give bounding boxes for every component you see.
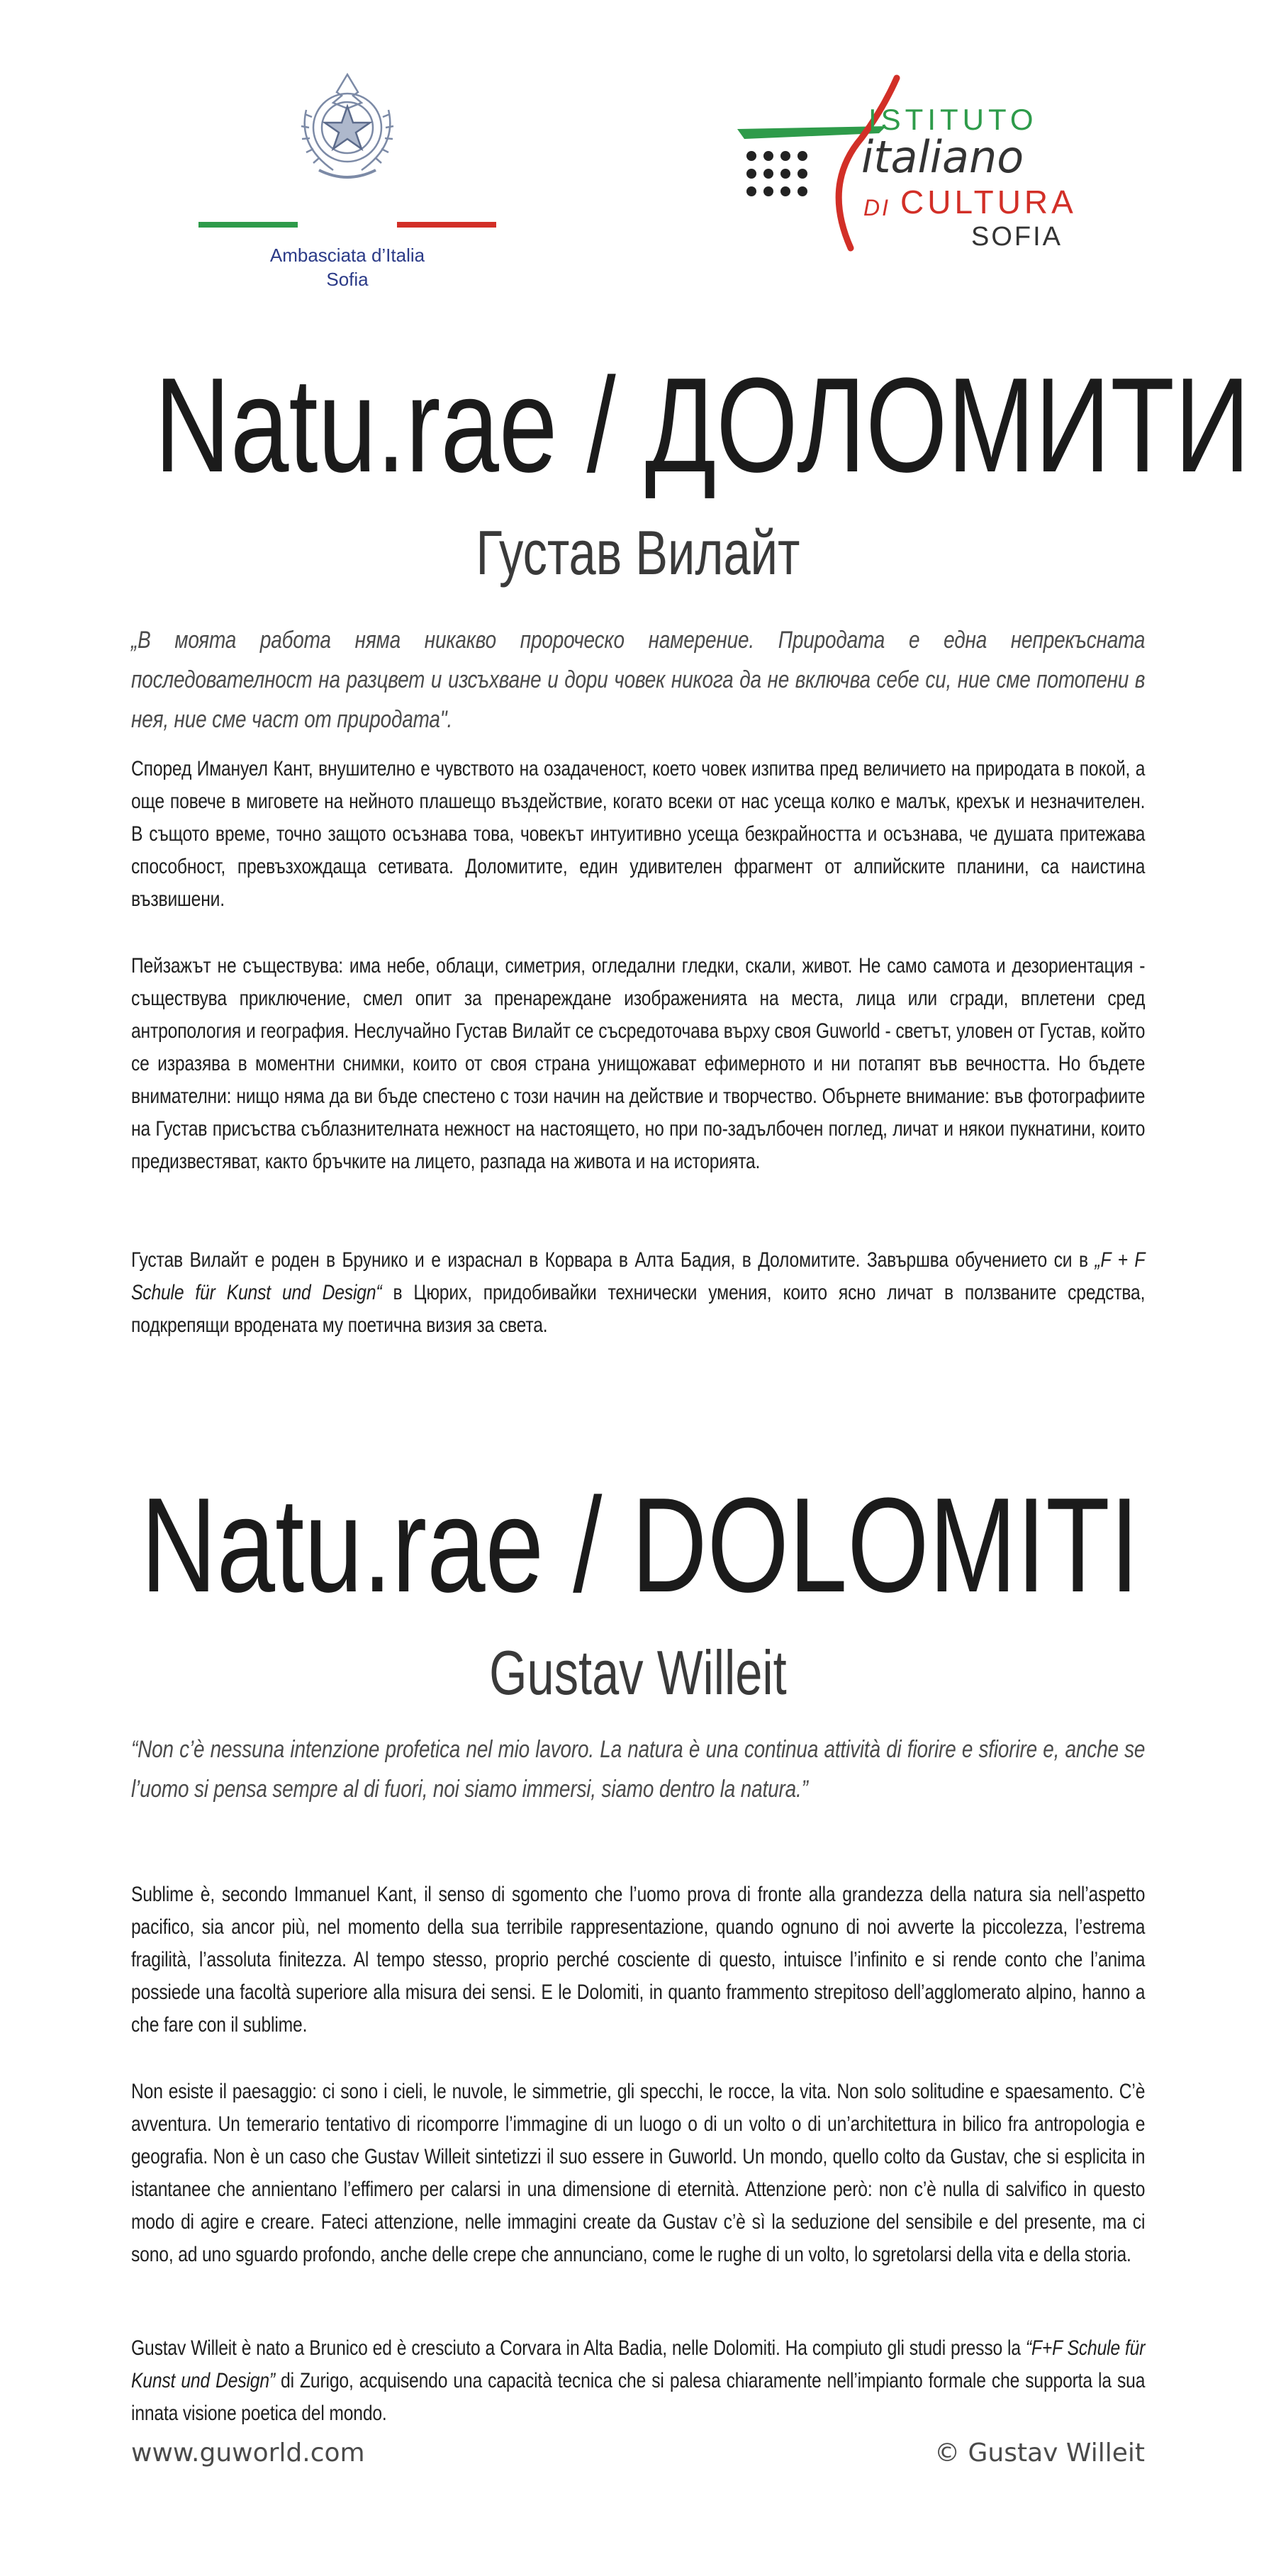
flag-green-stripe	[198, 222, 298, 228]
bulgarian-paragraph-1-text: Според Имануел Кант, внушително е чувството на озадаченост, което човек изпитва пред величието на природата в покой, а още повече в миговете на нейното плашещо въздействие, когато всеки от нас усеща колко е малък, крехък и незначителен. В същото време, точно защото осъзнава това, човекът интуитивно усеща безкрайността и осъзнава, че душата притежава способност, превъзхождаща сетивата. Доломитите, един удивителен фрагмент от алпийските планини, са наистина възвишени.	[131, 757, 1146, 911]
italian-p3-before: Gustav Willeit è nato a Brunico ed è cresciuto a Corvara in Alta Badia, nelle Dolomiti. Ha compiuto gli studi presso la	[131, 2336, 1026, 2360]
flag-red-stripe	[397, 222, 496, 228]
institute-logo	[737, 71, 1078, 262]
bulgarian-p3-before: Густав Вилайт е роден в Брунико и е израснал в Корвара в Алта Бадия, в Доломитите. Завършва обучението си в	[131, 1248, 1095, 1272]
italian-author	[0, 1637, 1276, 1708]
italian-republic-emblem-icon	[291, 67, 404, 184]
institute-word-italiano: italiano	[861, 131, 1024, 183]
bulgarian-author	[0, 517, 1276, 588]
institute-word-cultura: CULTURA	[900, 184, 1077, 220]
embassy-name: Ambasciata d’Italia	[269, 245, 425, 266]
bulgarian-p3-school: „F + F Schule für Kunst und Design“	[131, 1248, 1146, 1304]
bulgarian-p3-after: в Цюрих, придобивайки технически умения, които ясно личат в ползваните средства, подкрепящи вродената му поетична визия за света.	[131, 1281, 1146, 1337]
italian-p3-school: “F+F Schule für Kunst und Design”	[131, 2336, 1146, 2392]
bulgarian-quote	[131, 620, 1145, 739]
bulgarian-title	[0, 350, 1276, 500]
italian-paragraph-2-text: Non esiste il paesaggio: ci sono i cieli, le nuvole, le simmetrie, gli specchi, le rocce, la vita. Non solo solitudine e spaesamento. C’è avventura. Un temerario tentativo di ricomporre l’immagine di un luogo o di un volto o di un’architettura in bilico fra antropologia e geografia. Non è un caso che Gustav Willeit sintetizzi il suo essere in Guworld. Un mondo, quello colto da Gustav, che si esplicita in istantanee che annientano l’effimero per calarsi in una dimensione di eternità. Attenzione però: non c’è nulla di salvifico in questo modo di agire e creare. Fateci attenzione, nelle immagini create da Gustav c’è sì la seduzione del sensibile e del presente, ma ci sono, ad uno sguardo profondo, anche delle crepe che annunciano, come le rughe di un volto, lo sgretolarsi della vita e della storia.	[131, 2080, 1146, 2266]
institute-word-istituto: ISTITUTO	[868, 103, 1038, 136]
italian-paragraph-1-text: Sublime è, secondo Immanuel Kant, il senso di sgomento che l’uomo prova di fronte alla grandezza della natura sia nell’aspetto pacifico, sia ancor più, nel momento della sua terribile rappresentazione, quando ognuno di noi avverte la piccolezza, l’estrema fragilità, l’assoluta finitezza. Al tempo stesso, proprio perché cosciente di questo, intuisce l’infinito e si rende conto che l’anima possiede una facoltà superiore alla misura dei sensi. E le Dolomiti, in quanto frammento strepitoso dell’agglomerato alpino, hanno a che fare con il sublime.	[131, 1883, 1146, 2037]
bulgarian-paragraph-2-text: Пейзажът не съществува: има небе, облаци, симетрия, огледални гледки, скали, живот. Не само самота и дезориентация - съществува приключение, смел опит за пренареждане изображенията на места, лица или сгради, вплетени сред антропология и география. Неслучайно Густав Вилайт се съсредоточава върху своя Guworld - светът, уловен от Густав, който се изразява в моментни снимки, които от своя страна унищожават ефимерното и ни потапят във вечността. Но бъдете внимателни: нищо няма да ви бъде спестено с този начин на действие и творчество. Обърнете внимание: във фотографиите на Густав присъства съблазнителната нежност на настоящето, но при по-задълбочен поглед, личат и някои пукнатини, които предизвестяват, както бръчките на лицето, разпада на живота и на историята.	[131, 954, 1146, 1173]
italian-paragraph-1	[131, 1878, 1145, 2042]
italian-title-text: Natu.rae / DOLOMITI	[140, 1470, 1139, 1620]
website-url: www.guworld.com	[131, 2438, 365, 2468]
institute-word-di: DI	[863, 195, 890, 220]
italian-quote-text: “Non c’è nessuna intenzione profetica nel mio lavoro. La natura è una continua attività di fiorire e sfiorire e, anche se l’uomo si pensa sempre al di fuori, noi siamo immersi, siamo dentro la natura.”	[131, 1736, 1146, 1803]
italian-paragraph-3-text	[131, 2332, 1145, 2430]
italian-title	[0, 1470, 1276, 1620]
embassy-logo	[198, 67, 496, 301]
italian-quote	[131, 1730, 1145, 1809]
italian-paragraph-3	[131, 2332, 1145, 2430]
bulgarian-paragraph-3	[131, 1244, 1145, 1342]
bulgarian-quote-text: „В моята работа няма никакво пророческо намерение. Природата е една непрекъсната последователност на разцвет и изсъхване и дори човек никога да не включва себе си, ние сме потопени в нея, ние сме част от природата".	[131, 627, 1146, 733]
bulgarian-paragraph-1	[131, 753, 1145, 916]
institute-word-sofia: SOFIA	[971, 222, 1063, 252]
bulgarian-title-text: Natu.rae / ДОЛОМИТИ	[154, 350, 1250, 500]
bulgarian-author-text: Густав Вилайт	[476, 517, 800, 588]
italian-p3-after: di Zurigo, acquisendo una capacità tecnica che si palesa chiaramente nell’impianto formale che supporta la sua innata visione poetica del mondo.	[131, 2369, 1146, 2425]
italian-author-text: Gustav Willeit	[489, 1637, 787, 1708]
bulgarian-paragraph-2	[131, 950, 1145, 1178]
bulgarian-paragraph-3-text	[131, 1244, 1145, 1342]
italian-paragraph-2	[131, 2076, 1145, 2271]
embassy-city: Sofia	[326, 269, 369, 290]
copyright-notice: © Gustav Willeit	[934, 2438, 1145, 2468]
